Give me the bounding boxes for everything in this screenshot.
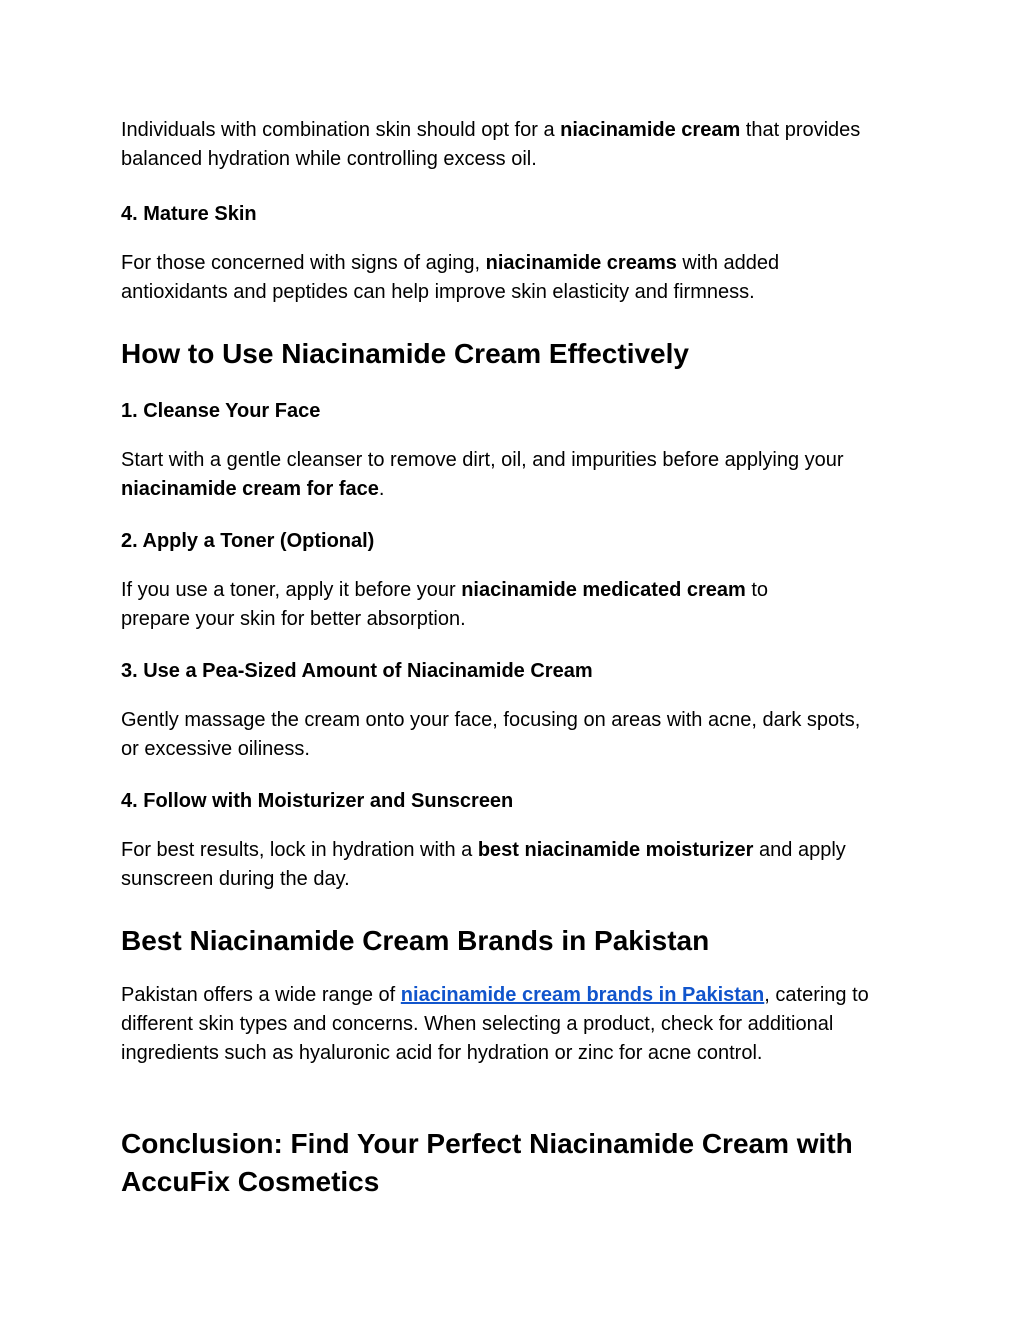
paragraph-moisturizer [121,836,881,894]
heading-pea-sized: 3. Use a Pea-Sized Amount of Niacinamide Cream [121,660,593,682]
paragraph-pea-sized: Gently massage the cream onto your face, focusing on areas with acne, dark spots, or excessive oiliness. [121,709,861,760]
bold-text: best niacinamide moisturizer [477,839,754,861]
heading-brands: Best Niacinamide Cream Brands in Pakistan [121,925,710,956]
text: that provides balanced hydration while controlling excess oil. [121,119,861,170]
text: For best results, lock in hydration with a [121,839,478,861]
heading-mature-skin: 4. Mature Skin [121,203,257,225]
text: Individuals with combination skin should opt for a [121,119,561,141]
text: to prepare your skin for better absorption. [121,579,769,630]
heading-cleanse: 1. Cleanse Your Face [121,400,321,422]
heading-toner: 2. Apply a Toner (Optional) [121,530,375,552]
bold-text: niacinamide cream [560,119,741,141]
heading-how-to-use: How to Use Niacinamide Cream Effectively [121,338,689,369]
bold-text: niacinamide medicated cream [461,579,746,601]
text: with added antioxidants and peptides can help improve skin elasticity and firmness. [121,252,780,303]
bold-text: niacinamide cream for face [121,478,379,500]
text: If you use a toner, apply it before your [121,579,462,601]
paragraph-cleanse [121,446,881,504]
paragraph-mature-skin [121,249,881,307]
paragraph-toner [121,576,841,634]
brands-link[interactable]: niacinamide cream brands in Pakistan [400,984,765,1006]
paragraph-combination-skin [121,116,881,174]
text: Pakistan offers a wide range of [121,984,401,1006]
paragraph-brands [121,981,921,1068]
text: Start with a gentle cleanser to remove dirt, oil, and impurities before applying your [121,449,844,471]
text: For those concerned with signs of aging, [121,252,486,274]
text: . [378,478,385,500]
heading-moisturizer: 4. Follow with Moisturizer and Sunscreen [121,790,514,812]
text: and apply sunscreen during the day. [121,839,846,890]
text: , catering to different skin types and concerns. When selecting a product, check for additional ingredients such as hyaluronic acid for hydration or zinc for acne control. [121,984,869,1064]
heading-conclusion: Conclusion: Find Your Perfect Niacinamide Cream with AccuFix Cosmetics [121,1128,853,1197]
bold-text: niacinamide creams [485,252,677,274]
